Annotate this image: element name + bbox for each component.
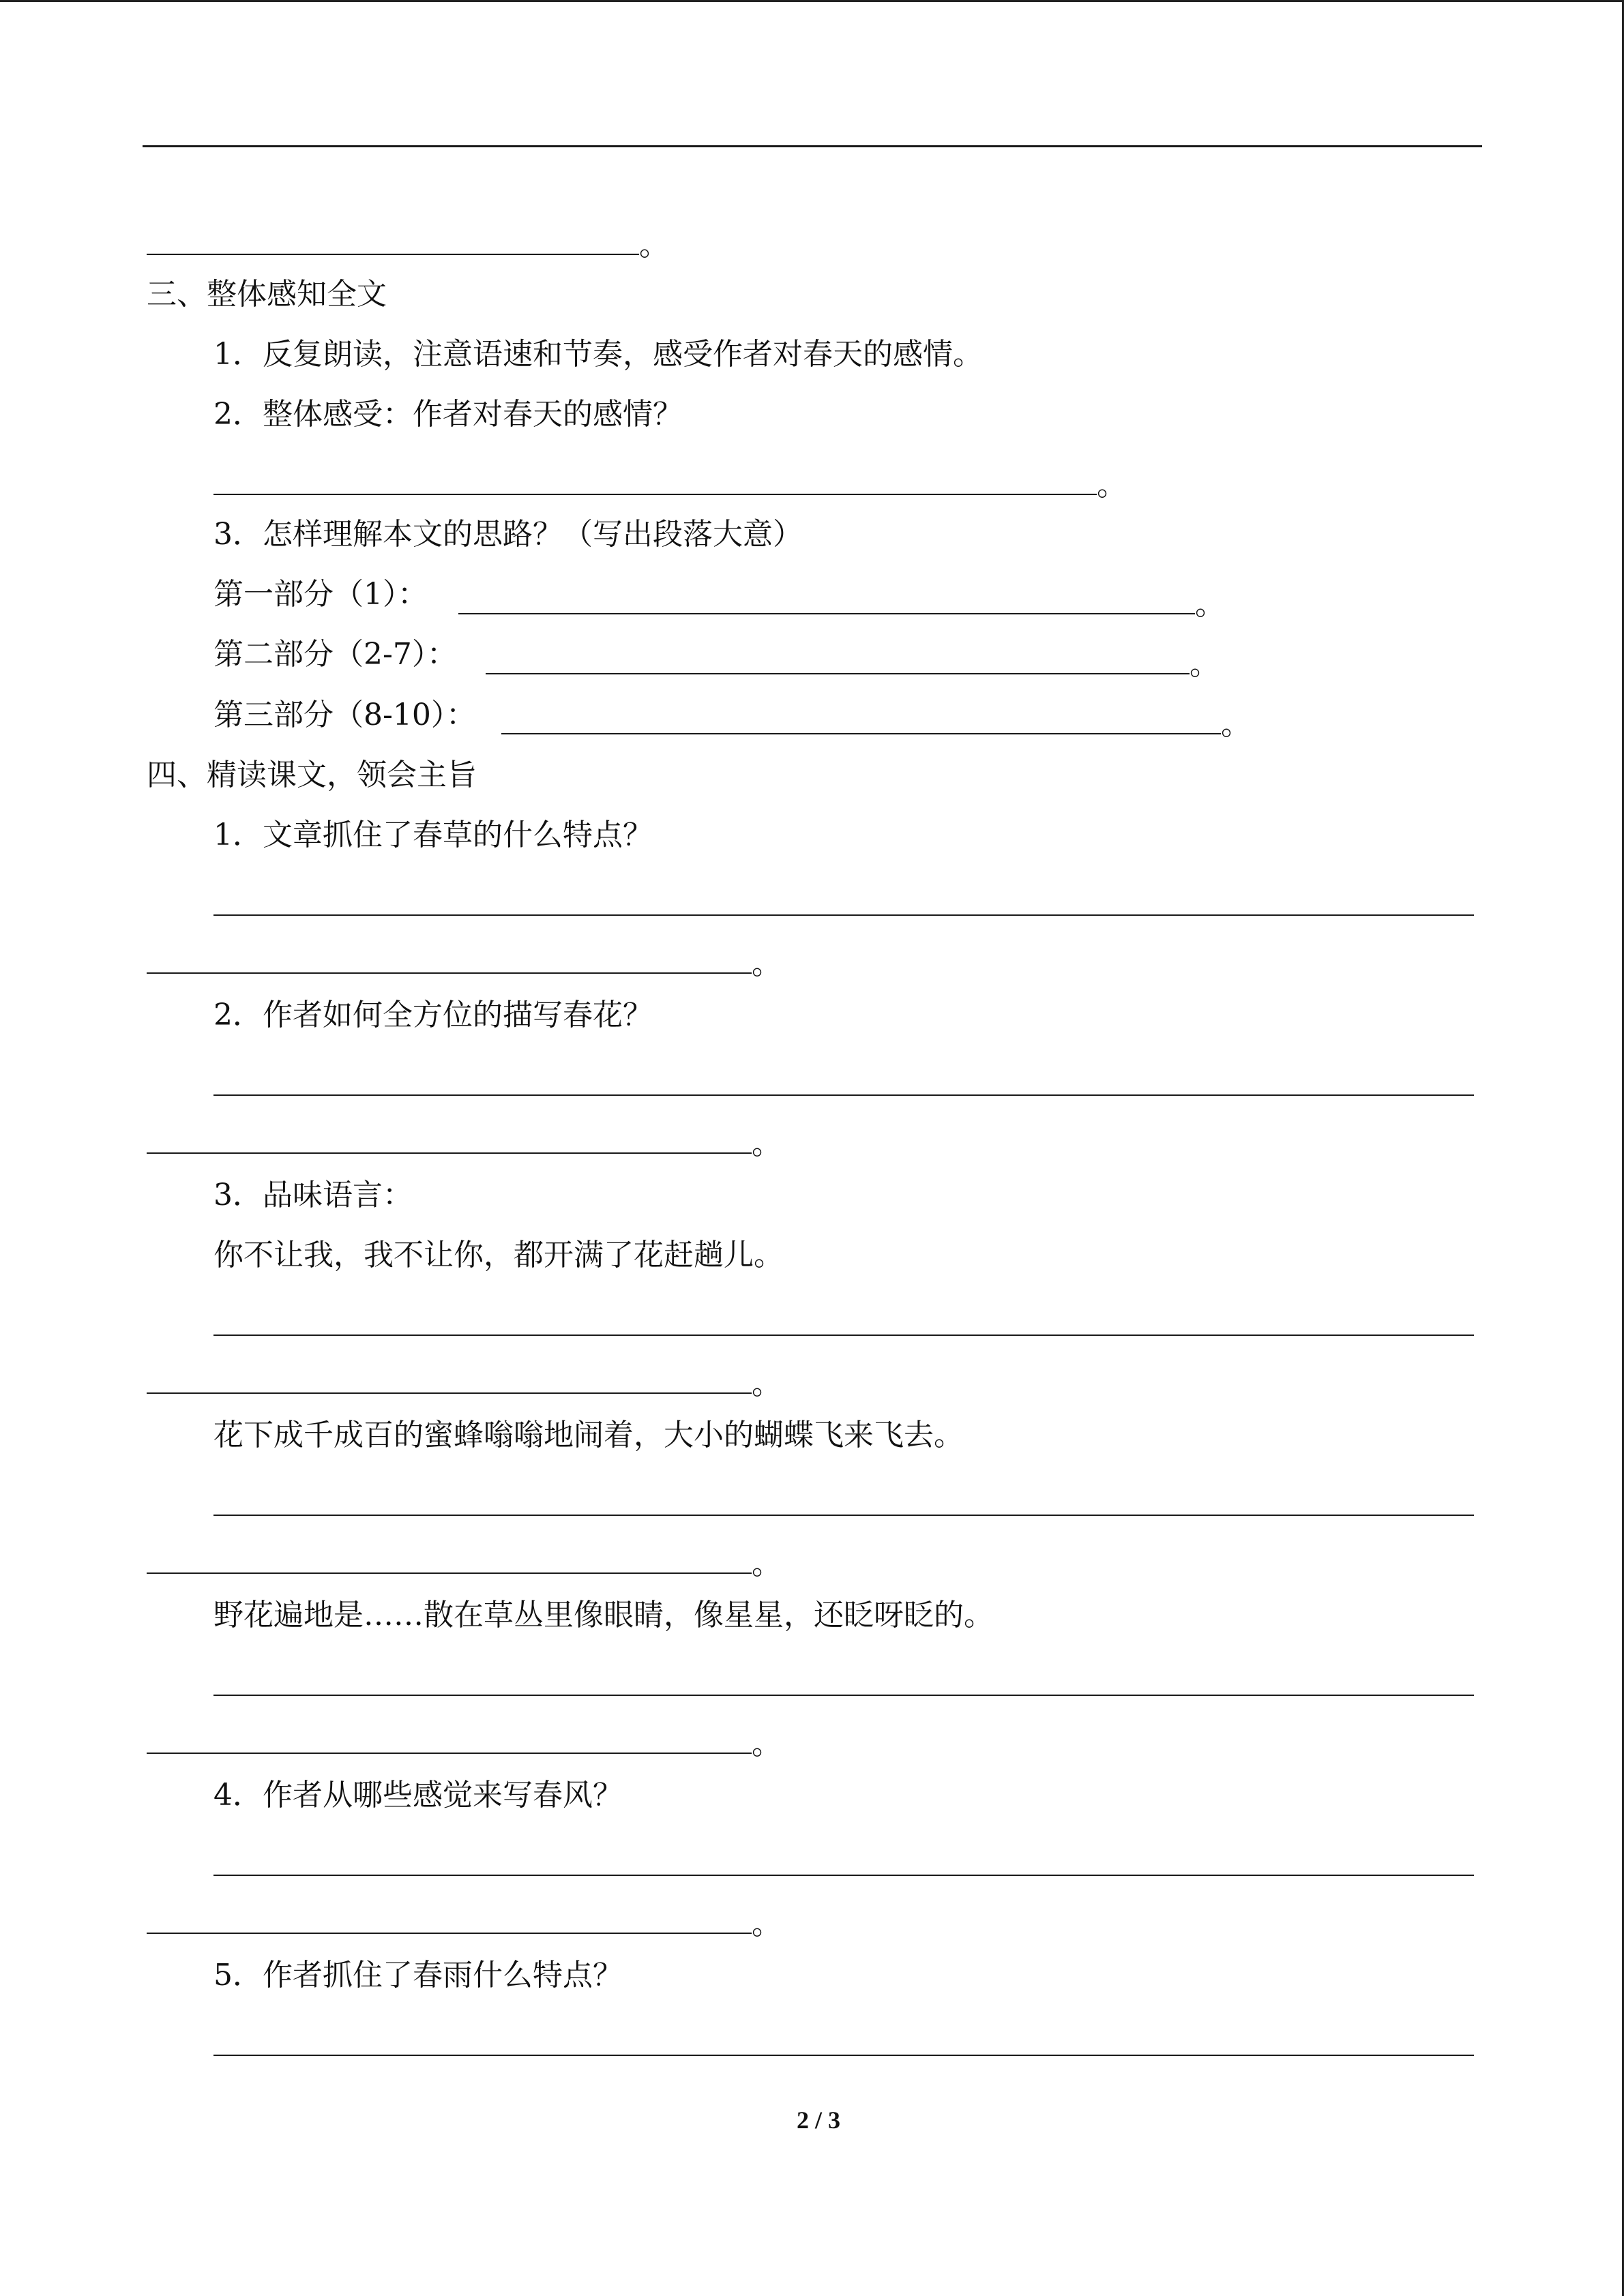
question-text: 2．整体感受：作者对春天的感情？	[213, 397, 683, 432]
period: 。	[639, 228, 669, 263]
page-number: 2 / 3	[797, 2106, 841, 2134]
answer-line	[147, 1572, 752, 1574]
period: 。	[752, 946, 782, 981]
answer-line	[147, 1152, 752, 1154]
answer-line	[147, 254, 639, 255]
period: 。	[752, 1907, 782, 1941]
question-text: 4．作者从哪些感觉来写春风？	[213, 1778, 623, 1813]
period: 。	[752, 1727, 782, 1761]
answer-line	[213, 914, 1474, 916]
part-label: 第二部分（2-7）：	[213, 637, 457, 672]
part-label: 第一部分（1）：	[213, 577, 428, 612]
period: 。	[1195, 587, 1225, 622]
question-text: 1．反复朗读，注意语速和节奏，感受作者对春天的感情。	[213, 337, 983, 372]
answer-line	[486, 673, 1190, 674]
section-heading: 三、整体感知全文	[147, 277, 387, 312]
answer-line	[458, 613, 1195, 614]
answer-line	[213, 1094, 1474, 1096]
answer-line	[147, 1753, 752, 1754]
period: 。	[752, 1367, 782, 1401]
question-text: 3．怎样理解本文的思路？（写出段落大意）	[213, 517, 803, 552]
header-rule	[143, 145, 1482, 147]
quote-text: 野花遍地是……散在草丛里像眼睛，像星星，还眨呀眨的。	[213, 1598, 994, 1632]
answer-line	[213, 1515, 1474, 1516]
answer-line	[213, 1335, 1474, 1336]
answer-line	[213, 494, 1097, 495]
answer-line	[501, 733, 1221, 734]
question-text: 3．品味语言：	[213, 1178, 413, 1212]
answer-line	[213, 1875, 1474, 1876]
quote-text: 你不让我，我不让你，都开满了花赶趟儿。	[213, 1238, 784, 1272]
answer-line	[147, 972, 752, 974]
part-label: 第三部分（8-10）：	[213, 698, 476, 732]
question-text: 2．作者如何全方位的描写春花？	[213, 998, 653, 1032]
period: 。	[1221, 707, 1251, 742]
answer-line	[147, 1933, 752, 1934]
question-text: 5．作者抓住了春雨什么特点？	[213, 1958, 623, 1993]
period: 。	[752, 1547, 782, 1581]
answer-line	[213, 2055, 1474, 2056]
answer-line	[213, 1695, 1474, 1696]
question-text: 1．文章抓住了春草的什么特点？	[213, 818, 653, 852]
period: 。	[1190, 647, 1220, 682]
section-heading: 四、精读课文，领会主旨	[147, 758, 477, 792]
period: 。	[752, 1127, 782, 1161]
answer-line	[147, 1392, 752, 1394]
page-border-top	[0, 0, 1624, 2]
period: 。	[1097, 468, 1127, 503]
quote-text: 花下成千成百的蜜蜂嗡嗡地闹着，大小的蝴蝶飞来飞去。	[213, 1418, 964, 1452]
